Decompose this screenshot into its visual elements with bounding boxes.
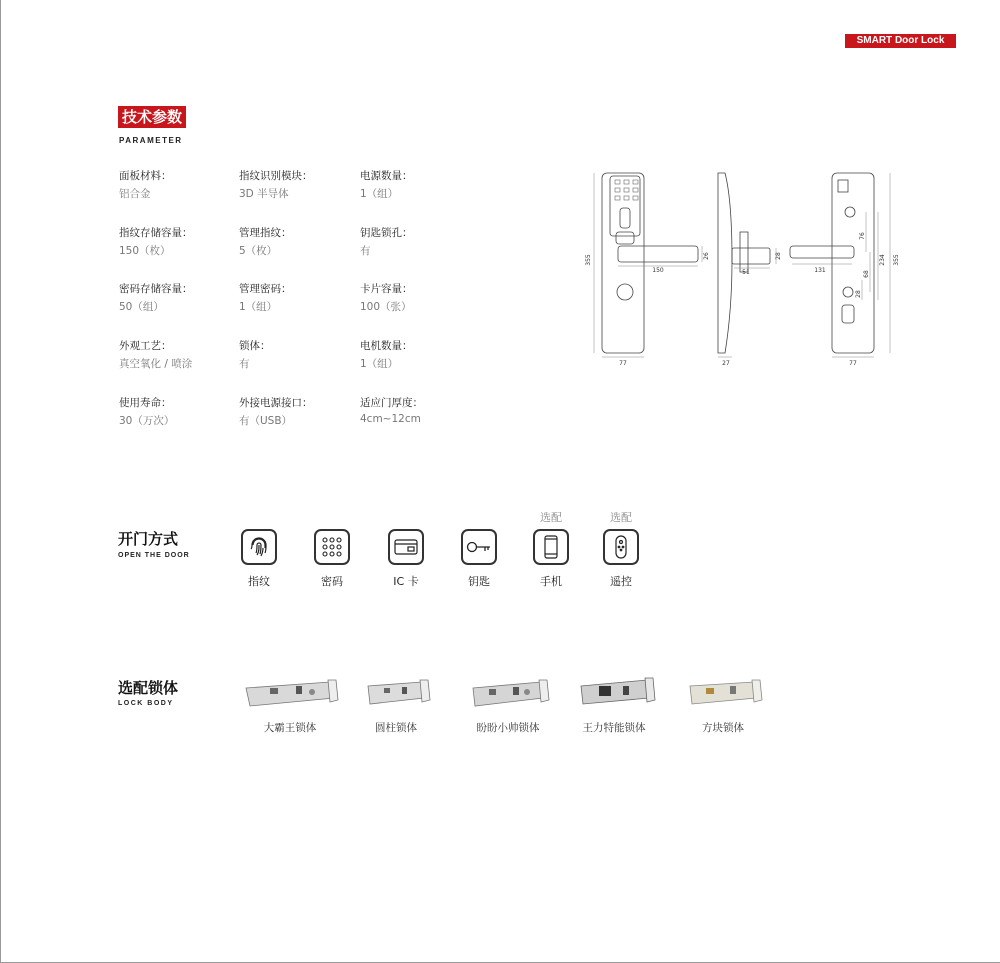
key-icon [461,529,497,565]
dim-front-height: 355 [585,254,592,266]
lock-body-subtitle: LOCK BODY [118,700,174,707]
lock-body-image [569,676,659,712]
side-view-drawing [718,173,770,353]
param-item: 密码存储容量： 50（组） [119,283,193,313]
dim-rear-handle: 131 [814,267,826,274]
ic-card-icon [388,529,424,565]
param-item: 指纹存储容量： 150（枚） [119,227,193,257]
lock-body-item: 大霸王锁体 [235,676,345,735]
param-item: 管理密码： 1（组） [239,283,292,313]
fingerprint-icon [241,529,277,565]
lock-body-image [356,676,436,712]
open-method-key: 钥匙 [449,509,509,589]
lock-body-image [240,676,340,712]
open-method-remote: 选配 遥控 [591,509,651,589]
param-item: 钥匙锁孔： 有 [360,227,413,257]
dim-rear-total: 234 [879,254,886,266]
dim-handle-length: 150 [652,267,664,274]
dim-handle-offset: 26 [703,252,710,260]
open-method-ic-card: IC 卡 [376,509,436,589]
front-view-drawing [602,173,698,353]
lock-body-item: 盼盼小帅锁体 [453,676,563,735]
lock-body-image [463,676,553,712]
dim-side-handle: 28 [775,252,782,260]
keypad-icon [314,529,350,565]
open-method-password: 密码 [302,509,362,589]
lock-body-image [678,676,768,712]
param-item: 外接电源接口： 有（USB） [239,397,313,427]
param-item: 电机数量： 1（组） [360,340,413,370]
param-item: 适应门厚度： 4cm~12cm [360,397,423,425]
param-item: 外观工艺： 真空氧化 / 喷涂 [119,340,193,370]
lock-body-item: 方块锁体 [668,676,778,735]
param-item: 电源数量： 1（组） [360,170,413,200]
open-methods-subtitle: OPEN THE DOOR [118,552,190,559]
open-method-fingerprint: 指纹 [229,509,289,589]
lock-body-item: 王力特能锁体 [559,676,669,735]
remote-icon [603,529,639,565]
dim-rear-height: 355 [893,254,900,266]
dim-side-width: 27 [722,360,730,367]
param-item: 卡片容量： 100（张） [360,283,413,313]
lock-dimension-drawing [580,160,920,370]
open-methods-title: 开门方式 [118,530,179,548]
param-item: 锁体： 有 [239,340,271,370]
lock-body-title: 选配锁体 [118,679,179,697]
dim-rear-width: 77 [849,360,857,367]
parameter-title: 技术参数 [118,106,186,128]
dim-side-spindle: 51 [742,269,750,276]
dim-rear-v2: 68 [863,270,870,278]
rear-view-drawing [790,173,874,353]
brand-badge: SMART Door Lock [845,34,956,48]
open-method-phone: 选配 手机 [521,509,581,589]
param-item: 使用寿命： 30（万次） [119,397,175,427]
lock-body-item: 圆柱锁体 [341,676,451,735]
phone-icon [533,529,569,565]
param-item: 指纹识别模块： 3D 半导体 [239,170,313,200]
param-item: 面板材料： 铝合金 [119,170,172,200]
parameter-subtitle: PARAMETER [119,136,183,145]
param-item: 管理指纹： 5（枚） [239,227,292,257]
page-left-border [0,0,1,963]
dim-rear-v3: 28 [855,290,862,298]
dim-front-width: 77 [619,360,627,367]
dim-rear-v1: 76 [859,232,866,240]
